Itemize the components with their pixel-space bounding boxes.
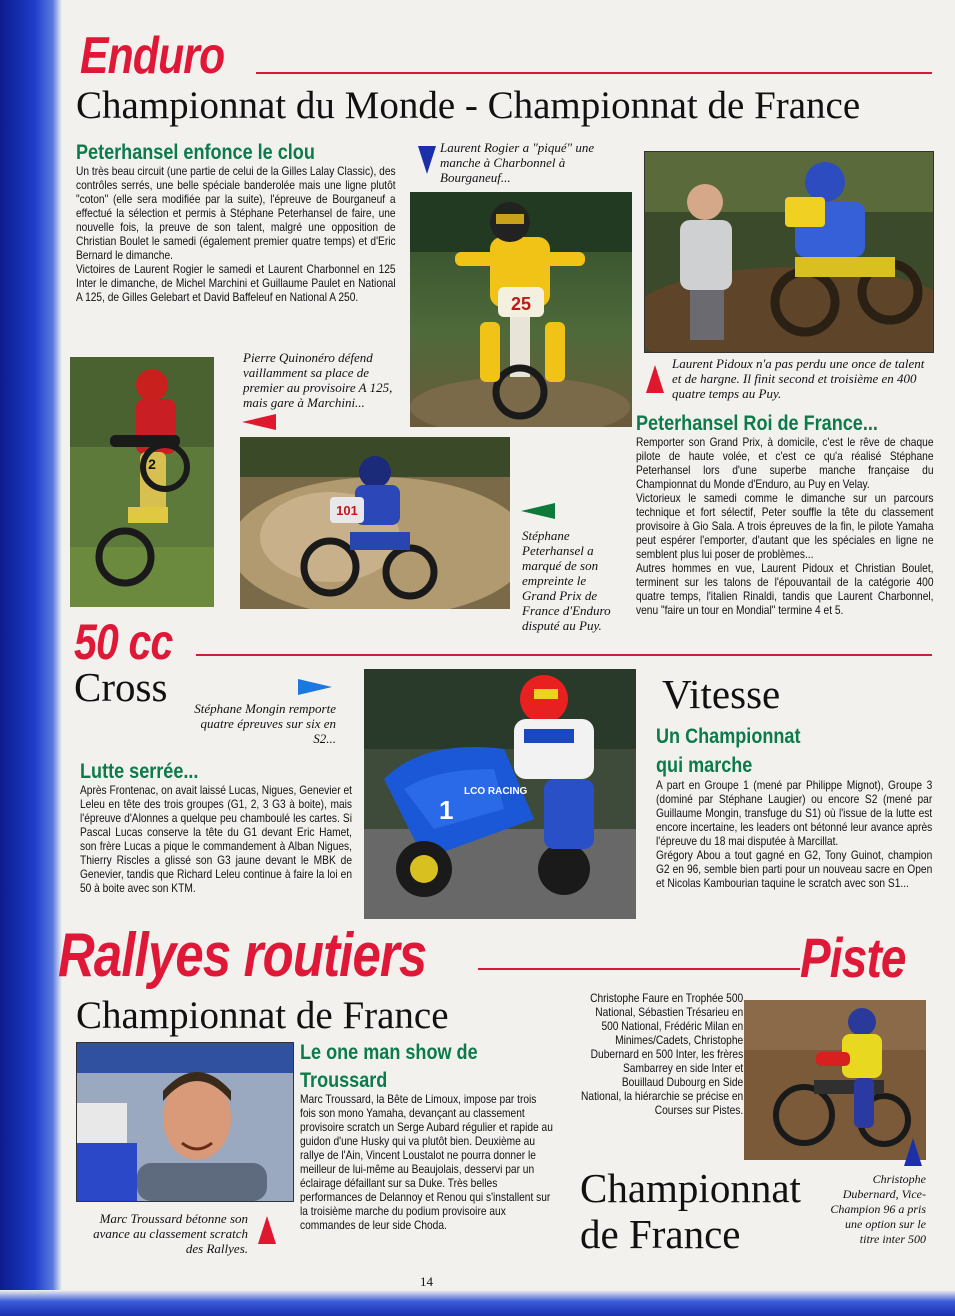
rallyes-title: Championnat de France	[76, 994, 449, 1037]
caption-arrow-up-icon	[904, 1138, 922, 1166]
article-lutte-serree: Après Frontenac, on avait laissé Lucas, Nigues, Genevier et Leleu en tête des trois groupes (G1, 2, 3 G3 à boite), mais l'épreuve d'Alonnes a quelque peu chamboulé les cartes. Si Pascal Lucas conserve la tête du G1 devant Eric Hamet, son frère Lucas a pique le commandement à Alban Nigues, Thierry Riscles a glissé son G3 jaune devant le MBK de Genevier, tandis que Richard Leleu continue à faire la loi en 50 à boite avec son KTM.	[80, 783, 352, 895]
section-rule-enduro	[256, 72, 932, 74]
article-peterhansel-roi	[636, 435, 934, 617]
section-title-enduro: Enduro	[80, 27, 225, 85]
article-paragraph: Un très beau circuit (une partie de celui de la Gilles Lalay Classic), des contrôles serrés, une belle spéciale banderolée mais une ligne plutôt "coton" (elle sera modifiée par la suite), l'épreuve de Bourganeuf a effectué la sélection et permis à Stéphane Peterhansel de faire, une nouvelle fois, la preuve de son talent, malgré une opposition de Christian Boulet le samedi (également premier quatre temps) et d'Eric Bernard le dimanche.	[76, 164, 396, 262]
article-peterhansel-clou	[76, 164, 396, 304]
page-number: 14	[420, 1274, 433, 1289]
caption-pidoux: Laurent Pidoux n'a pas perdu une once de talent et de hargne. Il finit second et troisième en 400 quatre temps au Puy.	[672, 356, 925, 401]
article-troussard: Marc Troussard, la Bête de Limoux, impose par trois fois son mono Yamaha, devançant au classement provisoire scratch un Serge Aubard régulier et rapide au guidon d'une Husky qui va plutôt bien. Deuxième au rallye de l'Ain, Vincent Loustalot ne pourra donner le meilleur de lui-même au Beaujolais, desservi par un éclairage défaillant sur sa Duke. Très belles performances de Delannoy et Renou qui s'installent sur la troisième marche du podium provisoire aux commandes de leur side Choda.	[300, 1092, 553, 1232]
blue-spine-band	[0, 0, 62, 1316]
caption-arrow-left-icon	[521, 503, 555, 519]
caption-arrow-up-icon	[258, 1216, 276, 1244]
section-rule-50cc	[196, 654, 932, 656]
article-paragraph: Remporter son Grand Prix, à domicile, c'est le rêve de chaque pilote de haute volée, et c'est ce qu'a réalisé Stéphane Peterhansel lors d'une superbe manche française du Championnat du Monde d'Enduro, au Puy en Velay.	[636, 435, 934, 491]
scooter-brand: LCO RACING	[464, 786, 528, 797]
headline-troussard-1: Le one man show de	[300, 1041, 478, 1064]
headline-troussard-2: Troussard	[300, 1069, 388, 1092]
caption-quinonero: Pierre Quinonéro défend vaillamment sa place de premier au provisoire A 125, mais gare à Marchini...	[243, 350, 393, 410]
scooter-number: 1	[439, 795, 454, 825]
photo-scooter-racing	[364, 669, 636, 919]
section-title-rallyes: Rallyes routiers	[58, 921, 427, 990]
bib-peterhansel: 101	[336, 503, 358, 518]
caption-arrow-up-icon	[646, 365, 664, 393]
article-paragraph: Grégory Abou a tout gagné en G2, Tony Guinot, champion G2 en 96, semble bien parti pour un nouveau sacre en Open et Nicolas Kambourian taquine le scratch avec son S1...	[656, 848, 933, 890]
photo-peterhansel-dust	[240, 437, 510, 609]
bib-quinonero: 2	[148, 456, 156, 472]
caption-rogier: Laurent Rogier a "piqué" une manche à Charbonnel à Bourganeuf...	[440, 140, 595, 185]
section-title-piste: Piste	[800, 926, 906, 989]
article-paragraph: Victoires de Laurent Rogier le samedi et Laurent Charbonnel en 125 Inter le dimanche, de Michel Marchini et Guillaume Paulet en National A 125, de Gilles Gelebart et David Baffeleuf en National A 250.	[76, 262, 396, 304]
caption-arrow-down-icon	[418, 146, 436, 174]
photo-dubernard-speedway	[744, 1000, 926, 1160]
vitesse-title: Vitesse	[662, 671, 781, 717]
caption-peterhansel: Stéphane Peterhansel a marqué de son empreinte le Grand Prix de France d'Enduro disputé au Puy.	[522, 528, 611, 633]
headline-lutte-serree: Lutte serrée...	[80, 760, 199, 783]
article-paragraph: Victorieux le samedi comme le dimanche sur un parcours technique et fort sélectif, Peter souffle la tête du classement provisoire à Gio Sala. A trois épreuves de la fin, le pilote Yamaha peut espérer l'emporter, d'autant que les spéciales en ligne ne semblent plus lui poser de problèmes...	[636, 491, 934, 561]
photo-quinonero-wheelie	[70, 357, 214, 607]
photo-pidoux-mud	[644, 151, 934, 353]
photo-troussard-portrait	[76, 1042, 294, 1202]
article-paragraph: Autres hommes en vue, Laurent Pidoux et Christian Boulet, terminent sur les talons de l'épouvantail de la catégorie 400 quatre temps, l'italien Rinaldi, tandis que Laurent Charbonnel, venu "faire un tour en Mondial" termine 4 et 5.	[636, 561, 934, 617]
caption-dubernard: Christophe Dubernard, Vice-Champion 96 a pris une option sur le titre inter 500	[830, 1172, 926, 1246]
cross-title: Cross	[74, 664, 168, 710]
caption-mongin: Stéphane Mongin remporte quatre épreuves sur six en S2...	[194, 701, 336, 746]
enduro-championship-title: Championnat du Monde - Championnat de France	[76, 84, 861, 127]
photo-rogier-motocross	[410, 192, 632, 427]
caption-arrow-left-icon	[242, 414, 276, 430]
section-rule-rallyes	[478, 968, 800, 970]
caption-arrow-right-icon	[298, 679, 332, 695]
piste-title-2: de France	[580, 1211, 741, 1257]
section-title-50cc: 50 cc	[74, 614, 173, 670]
bottom-blue-band	[0, 1290, 955, 1316]
caption-troussard: Marc Troussard bétonne son avance au classement scratch des Rallyes.	[93, 1211, 248, 1256]
article-piste: Christophe Faure en Trophée 500 National, Sébastien Trésarieu en 500 National, Frédéric Milan en Minimes/Cadets, Christophe Dubernard en 500 Inter, les frères Sambarrey en side Inter et Bouillaud Dubourg en Side National, la hiérarchie se précise en Courses sur Pistes.	[581, 991, 744, 1117]
headline-vitesse-2: qui marche	[656, 754, 753, 777]
article-vitesse	[656, 778, 932, 890]
bib-rogier: 25	[510, 294, 532, 314]
headline-peterhansel-roi: Peterhansel Roi de France...	[636, 412, 878, 435]
article-paragraph: A part en Groupe 1 (mené par Philippe Mignot), Groupe 3 (dominé par Stéphane Laugier) ou encore S2 (mené par Guillaume Mongin, transfuge du S1) où l'issue de la lutte est encore incertaine, les leaders ont bétonné leur avance après l'épreuve du 18 mai disputée à Marcillat.	[656, 778, 933, 848]
headline-peterhansel-clou: Peterhansel enfonce le clou	[76, 141, 315, 164]
piste-title-1: Championnat	[580, 1165, 801, 1211]
headline-vitesse-1: Un Championnat	[656, 725, 801, 748]
